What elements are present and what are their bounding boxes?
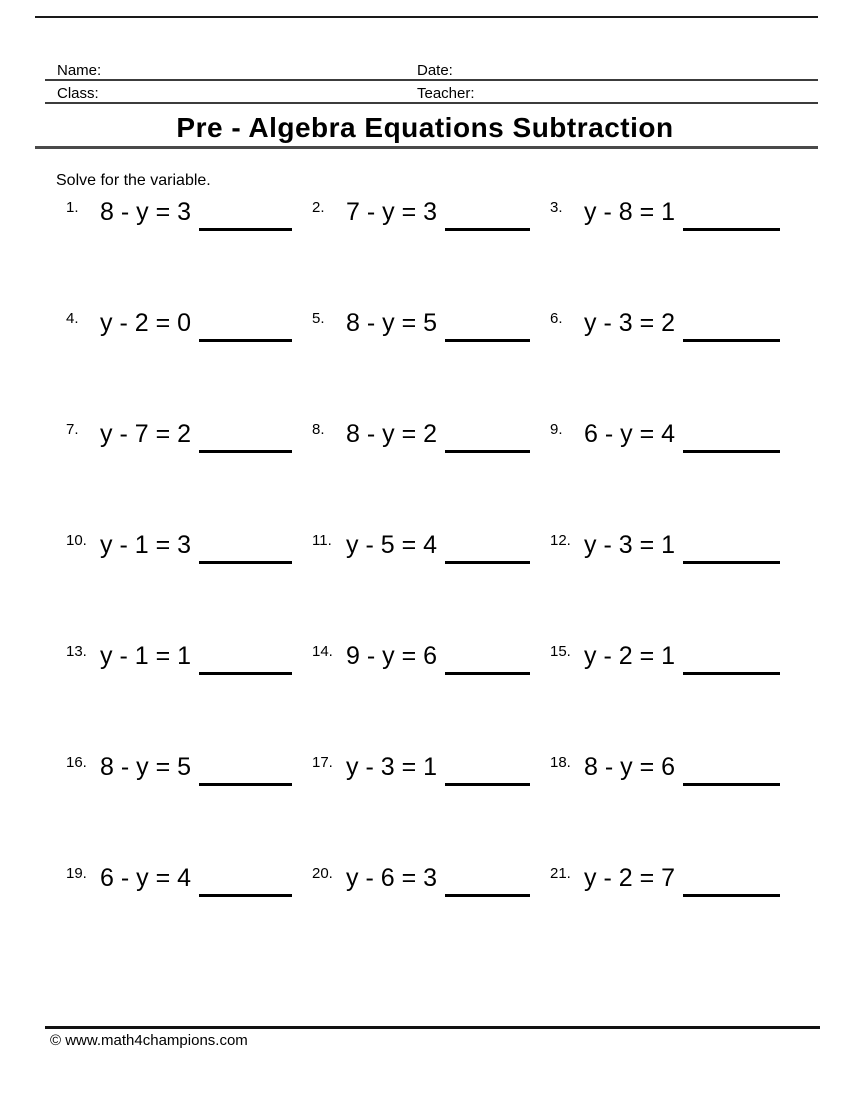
problem-number: 11. [312, 532, 332, 549]
answer-blank [199, 752, 292, 786]
answer-blank [445, 419, 530, 453]
problem-number: 20. [312, 865, 333, 882]
footer-rule [45, 1026, 820, 1029]
problem-number: 12. [550, 532, 571, 549]
problem-equation: y - 2 = 1 [584, 642, 676, 670]
page-title: Pre - Algebra Equations Subtraction [176, 112, 674, 143]
answer-blank [445, 197, 530, 231]
problem-item [66, 752, 292, 786]
problem-number: 14. [312, 643, 333, 660]
answer-blank [683, 863, 780, 897]
instruction-text: Solve for the variable. [56, 172, 211, 189]
problem-item [66, 419, 292, 453]
problem-item [312, 863, 530, 897]
class-label: Class: [57, 85, 99, 102]
answer-blank [683, 308, 780, 342]
answer-blank [199, 419, 292, 453]
problem-equation: 6 - y = 4 [584, 420, 676, 448]
problem-equation: 6 - y = 4 [100, 864, 192, 892]
problem-item [66, 641, 292, 675]
name-label: Name: [57, 62, 102, 79]
problem-equation: 8 - y = 3 [100, 198, 192, 226]
problem-number: 5. [312, 310, 325, 327]
answer-blank [683, 419, 780, 453]
problem-equation: y - 2 = 7 [584, 864, 676, 892]
problem-number: 8. [312, 421, 325, 438]
problem-equation: 9 - y = 6 [346, 642, 438, 670]
date-label: Date: [417, 62, 453, 79]
problem-equation: y - 1 = 3 [100, 531, 192, 559]
problems-grid [66, 197, 780, 974]
problem-number: 2. [312, 199, 325, 216]
problem-item [66, 197, 292, 231]
answer-blank [199, 197, 292, 231]
problem-item [312, 752, 530, 786]
problem-equation: y - 5 = 4 [346, 531, 438, 559]
problem-equation: y - 3 = 1 [584, 531, 676, 559]
name-date-underline [45, 79, 818, 81]
answer-blank [445, 863, 530, 897]
problem-item [66, 530, 292, 564]
problem-number: 16. [66, 754, 87, 771]
answer-blank [199, 530, 292, 564]
problem-number: 7. [66, 421, 79, 438]
answer-blank [199, 641, 292, 675]
title-underline [35, 146, 818, 149]
problem-item [312, 530, 530, 564]
problem-equation: y - 6 = 3 [346, 864, 438, 892]
problem-item [66, 863, 292, 897]
problem-number: 15. [550, 643, 571, 660]
answer-blank [683, 641, 780, 675]
problem-equation: 8 - y = 5 [100, 753, 192, 781]
answer-blank [683, 530, 780, 564]
problem-item [312, 641, 530, 675]
problem-item [312, 419, 530, 453]
problem-equation: 8 - y = 6 [584, 753, 676, 781]
problem-equation: y - 8 = 1 [584, 198, 676, 226]
problem-number: 9. [550, 421, 563, 438]
problem-item [312, 197, 530, 231]
problem-item [550, 752, 780, 786]
top-border-rule [35, 16, 818, 18]
footer-credit: © www.math4champions.com [50, 1032, 248, 1049]
problem-number: 3. [550, 199, 563, 216]
problem-item [66, 308, 292, 342]
problem-equation: y - 3 = 1 [346, 753, 438, 781]
problem-equation: 7 - y = 3 [346, 198, 438, 226]
problem-equation: y - 1 = 1 [100, 642, 192, 670]
problem-number: 10. [66, 532, 87, 549]
problem-item [312, 308, 530, 342]
problem-item [550, 530, 780, 564]
problem-item [550, 419, 780, 453]
answer-blank [445, 530, 530, 564]
answer-blank [445, 308, 530, 342]
problem-number: 21. [550, 865, 571, 882]
problem-number: 1. [66, 199, 79, 216]
problem-equation: 8 - y = 5 [346, 309, 438, 337]
problem-item [550, 863, 780, 897]
problem-item [550, 641, 780, 675]
answer-blank [445, 752, 530, 786]
teacher-label: Teacher: [417, 85, 475, 102]
problem-number: 4. [66, 310, 79, 327]
problem-number: 13. [66, 643, 87, 660]
problem-item [550, 197, 780, 231]
problem-equation: y - 7 = 2 [100, 420, 192, 448]
problem-equation: y - 2 = 0 [100, 309, 192, 337]
answer-blank [445, 641, 530, 675]
problem-number: 18. [550, 754, 571, 771]
problem-number: 19. [66, 865, 87, 882]
problem-equation: y - 3 = 2 [584, 309, 676, 337]
problem-equation: 8 - y = 2 [346, 420, 438, 448]
problem-number: 17. [312, 754, 333, 771]
class-teacher-underline [45, 102, 818, 104]
problem-item [550, 308, 780, 342]
answer-blank [683, 197, 780, 231]
answer-blank [199, 863, 292, 897]
answer-blank [683, 752, 780, 786]
answer-blank [199, 308, 292, 342]
problem-number: 6. [550, 310, 563, 327]
